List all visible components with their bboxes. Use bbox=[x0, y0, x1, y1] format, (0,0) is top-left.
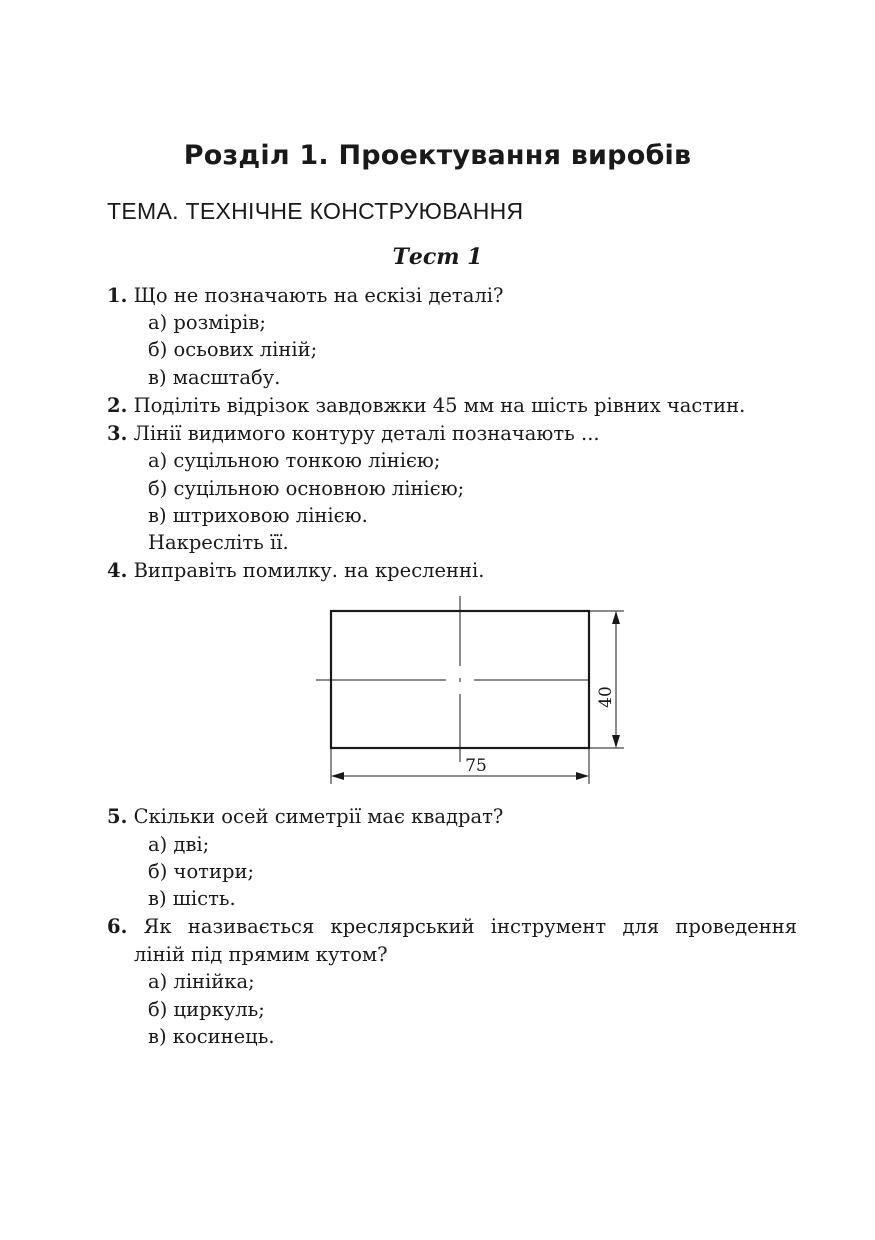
question-number: 5. bbox=[107, 805, 128, 828]
question-5-option-a: а) дві; bbox=[148, 833, 210, 856]
question-text: Скільки осей симетрії має квадрат? bbox=[133, 805, 504, 828]
question-6-continuation: ліній під прямим кутом? bbox=[134, 943, 388, 966]
question-text: Поділіть відрізок завдовжки 45 мм на шість рівних частин. bbox=[133, 394, 746, 417]
question-text: Лінії видимого контуру деталі позначають ... bbox=[133, 422, 600, 445]
question-5-option-c: в) шість. bbox=[148, 887, 236, 910]
question-6-option-a: а) лінійка; bbox=[148, 970, 255, 993]
question-3 bbox=[107, 422, 600, 445]
width-dimension-label: 75 bbox=[465, 756, 487, 776]
question-number: 3. bbox=[107, 422, 128, 445]
question-5-option-b: б) чотири; bbox=[148, 860, 255, 883]
question-6-option-b: б) циркуль; bbox=[148, 998, 265, 1021]
question-1-option-b: б) осьових ліній; bbox=[148, 338, 318, 361]
question-text: Як називається креслярський інструмент для проведення bbox=[143, 915, 798, 938]
question-text: Виправіть помилку. на кресленні. bbox=[133, 559, 485, 582]
question-5 bbox=[107, 805, 503, 828]
question-number: 2. bbox=[107, 394, 128, 417]
question-number: 1. bbox=[107, 284, 128, 307]
question-1-option-c: в) масштабу. bbox=[148, 366, 281, 389]
topic-title: ТЕМА. ТЕХНІЧНЕ КОНСТРУЮВАННЯ bbox=[107, 198, 524, 224]
question-1-option-a: а) розмірів; bbox=[148, 311, 266, 334]
question-3-option-c: в) штриховою лінією. bbox=[148, 504, 368, 527]
question-2 bbox=[107, 394, 745, 417]
question-3-option-a: а) суцільною тонкою лінією; bbox=[148, 449, 441, 472]
question-1 bbox=[107, 284, 503, 307]
question-number: 4. bbox=[107, 559, 128, 582]
question-6 bbox=[107, 915, 797, 938]
question-number: 6. bbox=[107, 915, 128, 938]
question-4 bbox=[107, 559, 484, 582]
question-text: Що не позначають на ескізі деталі? bbox=[133, 284, 504, 307]
question-3-extra: Накресліть її. bbox=[148, 531, 289, 554]
technical-drawing bbox=[300, 590, 640, 790]
question-3-option-b: б) суцільною основною лінією; bbox=[148, 477, 465, 500]
test-title: Тест 1 bbox=[392, 244, 483, 270]
section-title: Розділ 1. Проектування виробів bbox=[183, 140, 692, 171]
height-dimension bbox=[590, 611, 624, 748]
height-dimension-label: 40 bbox=[596, 686, 616, 708]
question-6-option-c: в) косинець. bbox=[148, 1025, 275, 1048]
